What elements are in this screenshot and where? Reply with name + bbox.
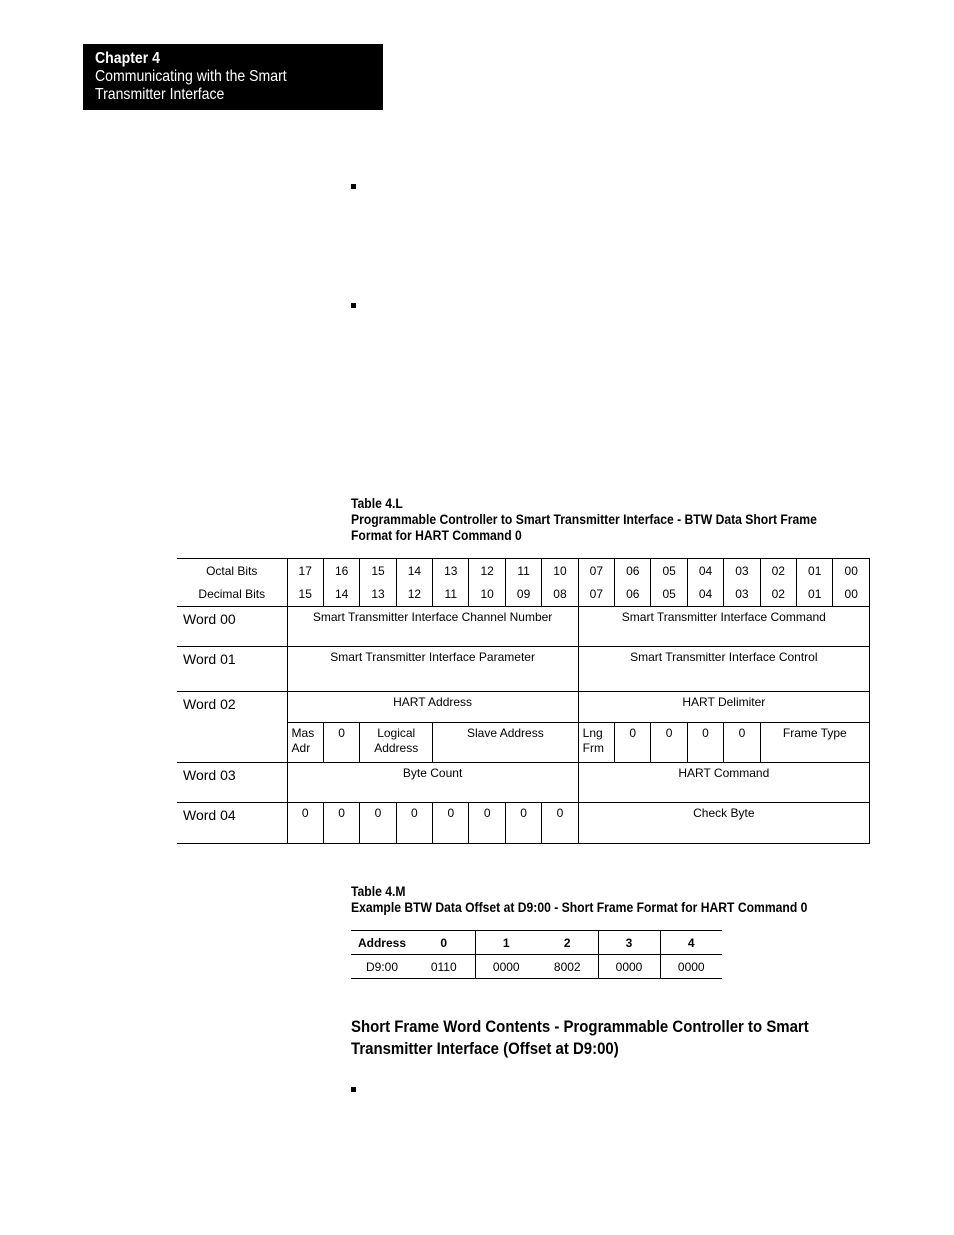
octal-bit: 07 [578, 559, 614, 583]
word-02-detail-row [177, 723, 870, 763]
chapter-header [83, 44, 383, 110]
table-m-data-row [351, 955, 722, 979]
address-cell: D9:00 [351, 955, 413, 979]
decimal-bit: 12 [396, 583, 432, 607]
zero-bit-cell: 0 [615, 723, 651, 763]
zero-bit-cell: 0 [651, 723, 687, 763]
zero-bit-cell: 0 [505, 803, 541, 844]
octal-bits-row [177, 559, 870, 583]
zero-bit-cell: 0 [687, 723, 723, 763]
zero-bit-cell: 0 [323, 723, 359, 763]
table-l-title-line2: Format for HART Command 0 [351, 528, 522, 543]
octal-bit: 13 [433, 559, 469, 583]
decimal-bits-label: Decimal Bits [198, 587, 266, 602]
word-01-label: Word 01 [177, 647, 287, 692]
word-02-row [177, 692, 870, 723]
word-03-row [177, 763, 870, 803]
decimal-bit: 09 [505, 583, 541, 607]
decimal-bit: 04 [687, 583, 723, 607]
data-cell: 0000 [598, 955, 660, 979]
word-00-low-byte: Smart Transmitter Interface Command [578, 607, 869, 647]
decimal-bit: 02 [760, 583, 796, 607]
slave-address-cell: Slave Address [433, 723, 579, 763]
decimal-bit: 05 [651, 583, 687, 607]
decimal-bit: 15 [287, 583, 323, 607]
word-00-label: Word 00 [177, 607, 287, 647]
octal-bit: 05 [651, 559, 687, 583]
word-04-label: Word 04 [177, 803, 287, 844]
zero-bit-cell: 0 [724, 723, 760, 763]
octal-bit: 16 [323, 559, 359, 583]
table-m-number: Table 4.M [351, 884, 406, 899]
data-cell: 0000 [475, 955, 537, 979]
bullet-marker-1 [351, 184, 356, 189]
hart-command-cell: HART Command [578, 763, 869, 803]
octal-bit: 04 [687, 559, 723, 583]
hart-address-cell: HART Address [287, 692, 578, 723]
zero-bit-cell: 0 [323, 803, 359, 844]
table-l-caption [351, 496, 869, 544]
word-01-row [177, 647, 870, 692]
hart-delimiter-cell: HART Delimiter [578, 692, 869, 723]
octal-bit: 12 [469, 559, 505, 583]
octal-bit: 10 [542, 559, 578, 583]
word-04-row [177, 803, 870, 844]
zero-bit-cell: 0 [433, 803, 469, 844]
lng-frm-cell: Lng Frm [578, 723, 614, 763]
octal-bit: 14 [396, 559, 432, 583]
btw-data-offset-table [351, 930, 722, 979]
word-01-high-byte: Smart Transmitter Interface Parameter [287, 647, 578, 692]
logical-address-cell: Logical Address [360, 723, 433, 763]
zero-bit-cell: 0 [542, 803, 578, 844]
decimal-bit: 10 [469, 583, 505, 607]
section-heading-line2: Transmitter Interface (Offset at D9:00) [351, 1039, 619, 1058]
data-cell: 0110 [413, 955, 475, 979]
data-cell: 0000 [660, 955, 722, 979]
word-03-label: Word 03 [177, 763, 287, 803]
mas-adr-cell: Mas Adr [287, 723, 323, 763]
table-m-header-row [351, 931, 722, 955]
word-01-low-byte: Smart Transmitter Interface Control [578, 647, 869, 692]
octal-bits-label: Octal Bits [177, 559, 287, 583]
chapter-title-line2: Transmitter Interface [95, 86, 225, 103]
column-header: 0 [413, 931, 475, 955]
frame-type-cell: Frame Type [760, 723, 869, 763]
chapter-title-line1: Communicating with the Smart [95, 68, 287, 85]
table-m-title: Example BTW Data Offset at D9:00 - Short Frame Format for HART Command 0 [351, 900, 808, 915]
chapter-number: Chapter 4 [95, 50, 160, 67]
zero-bit-cell: 0 [396, 803, 432, 844]
decimal-bit: 08 [542, 583, 578, 607]
octal-bit: 00 [833, 559, 870, 583]
zero-bit-cell: 0 [360, 803, 396, 844]
section-heading [351, 1016, 871, 1060]
word-02-detail-spacer [177, 723, 287, 763]
octal-bit: 15 [360, 559, 396, 583]
column-header: 4 [660, 931, 722, 955]
byte-count-cell: Byte Count [287, 763, 578, 803]
decimal-bit: 13 [360, 583, 396, 607]
decimal-bit: 00 [833, 583, 870, 607]
column-header: 2 [537, 931, 598, 955]
octal-bit: 01 [797, 559, 833, 583]
table-m-caption [351, 884, 858, 916]
decimal-bits-row [177, 583, 870, 607]
decimal-bit: 07 [578, 583, 614, 607]
decimal-bit: 14 [323, 583, 359, 607]
decimal-bit: 06 [615, 583, 651, 607]
octal-bit: 02 [760, 559, 796, 583]
section-heading-line1: Short Frame Word Contents - Programmable Controller to Smart [351, 1017, 809, 1036]
btw-bit-map-table [177, 558, 870, 844]
column-header: 1 [475, 931, 537, 955]
word-00-row [177, 607, 870, 647]
zero-bit-cell: 0 [287, 803, 323, 844]
bullet-marker-3 [351, 1087, 356, 1092]
table-l-title-line1: Programmable Controller to Smart Transmitter Interface - BTW Data Short Frame [351, 512, 817, 527]
word-00-high-byte: Smart Transmitter Interface Channel Number [287, 607, 578, 647]
octal-bit: 17 [287, 559, 323, 583]
data-cell: 8002 [537, 955, 598, 979]
octal-bit: 11 [505, 559, 541, 583]
word-02-label: Word 02 [177, 692, 287, 723]
octal-bit: 03 [724, 559, 760, 583]
check-byte-cell: Check Byte [578, 803, 869, 844]
decimal-bit: 03 [724, 583, 760, 607]
zero-bit-cell: 0 [469, 803, 505, 844]
address-header: Address [351, 931, 413, 955]
octal-bit: 06 [615, 559, 651, 583]
column-header: 3 [598, 931, 660, 955]
table-l-number: Table 4.L [351, 496, 403, 511]
decimal-bit: 11 [433, 583, 469, 607]
decimal-bit: 01 [797, 583, 833, 607]
bullet-marker-2 [351, 303, 356, 308]
